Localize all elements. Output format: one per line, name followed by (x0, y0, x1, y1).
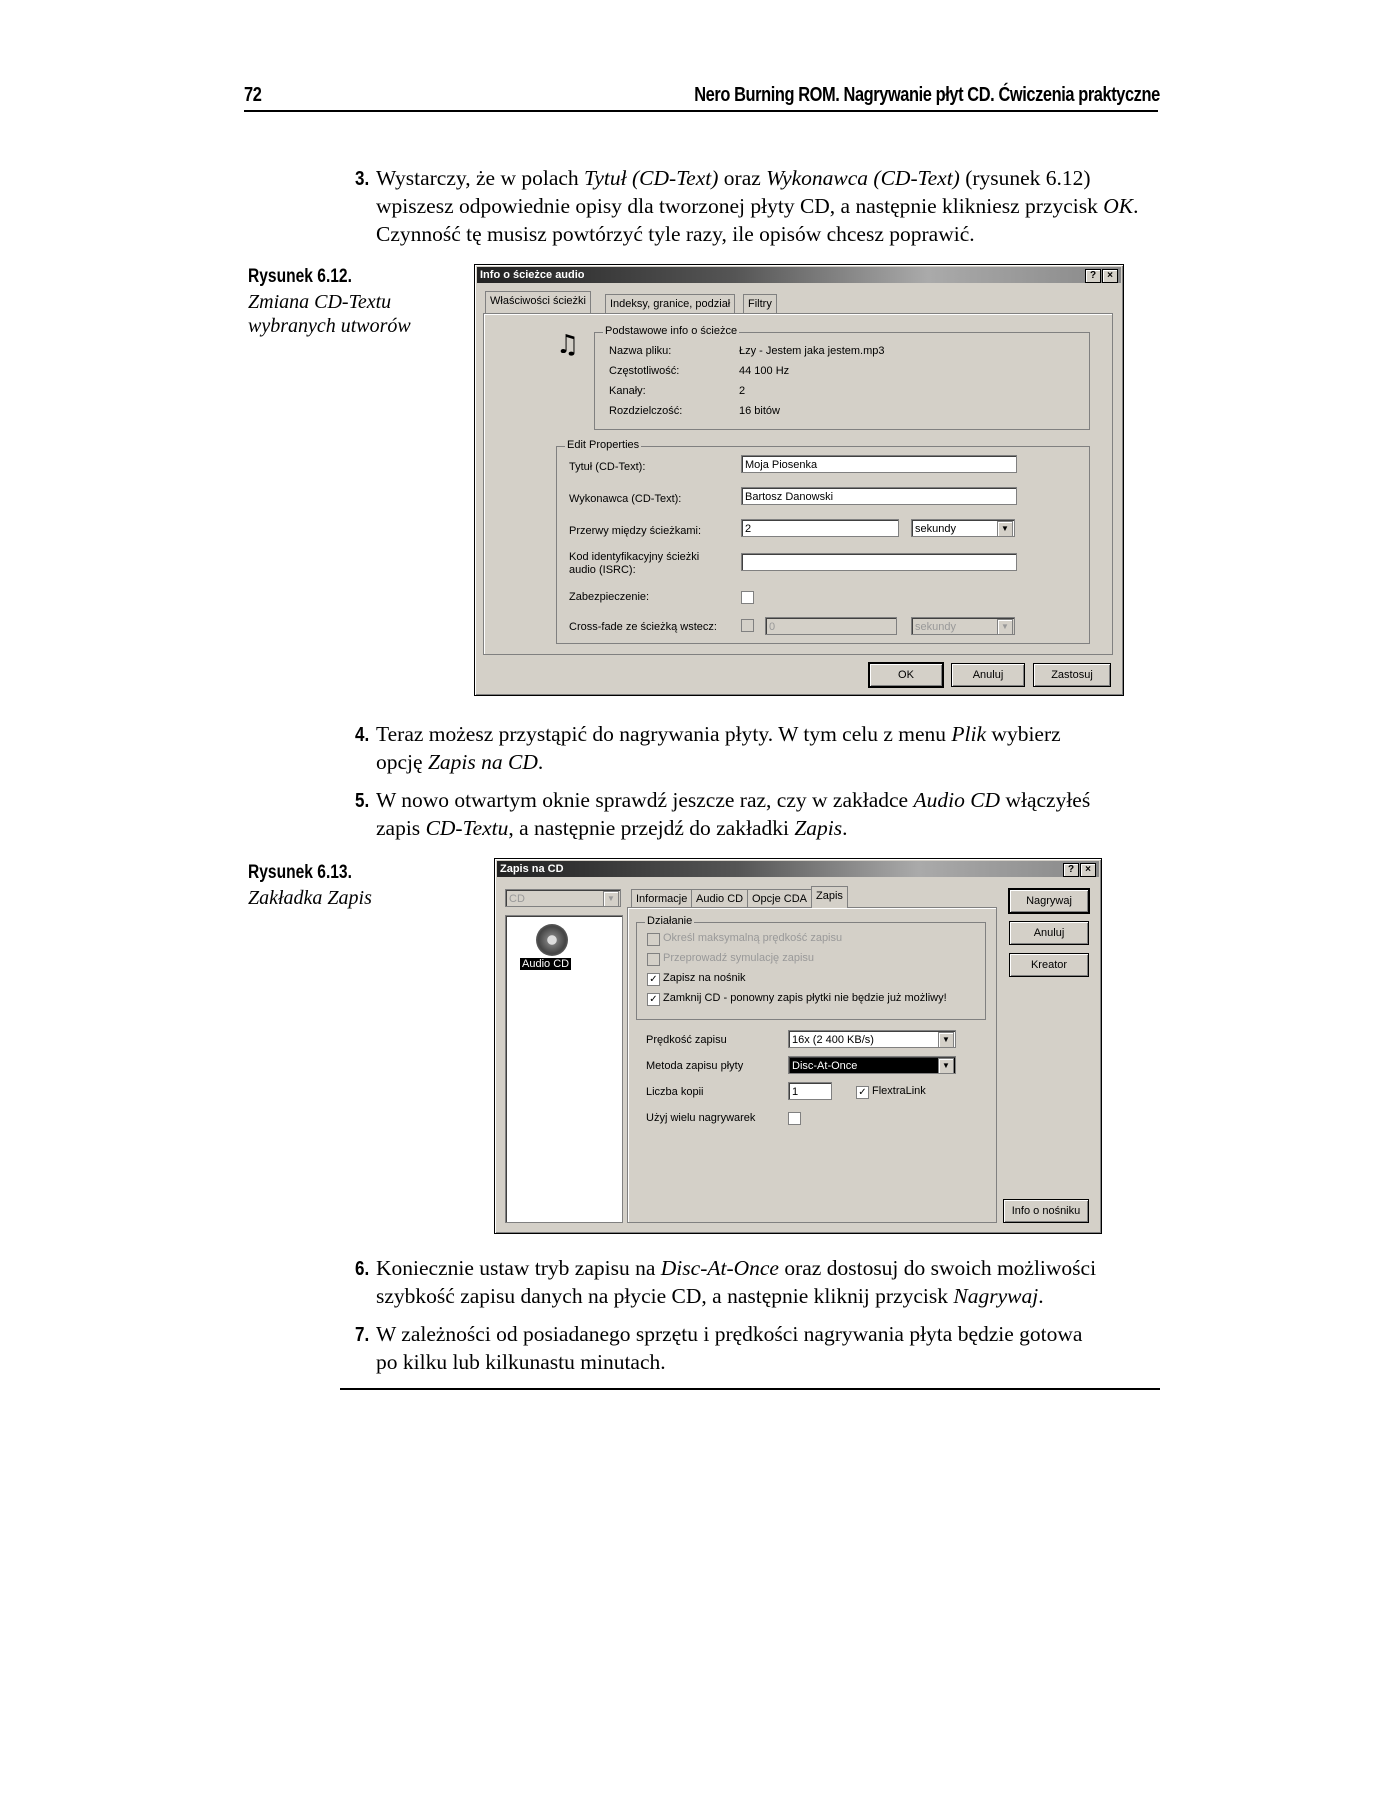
figure-6-13-caption: Rysunek 6.13. Zakładka Zapis (248, 862, 372, 909)
cd-type-select[interactable]: CD ▼ (505, 889, 621, 907)
step-3-number: 3. (355, 168, 370, 190)
section-end-rule (340, 1388, 1160, 1390)
resolution-value: 16 bitów (739, 405, 780, 417)
step-5-number: 5. (355, 790, 370, 812)
flextralink-checkbox[interactable]: ✓ (856, 1086, 869, 1099)
simulation-checkbox[interactable] (647, 953, 660, 966)
tab-burn[interactable]: Zapis (811, 886, 848, 908)
burn-cd-dialog (494, 858, 1102, 1234)
write-method-select[interactable]: Disc-At-Once ▼ (788, 1056, 956, 1074)
tab-audio-cd[interactable]: Audio CD (691, 889, 748, 908)
dialog-titlebar: Zapis na CD ? × (497, 861, 1099, 877)
wizard-button[interactable]: Kreator (1009, 953, 1089, 977)
music-notes-icon: ♫ (556, 330, 580, 360)
dialog-titlebar: Info o ścieżce audio ? × (477, 267, 1121, 283)
close-button[interactable]: × (1080, 863, 1096, 877)
step-3-text: Wystarczy, że w polach Tytuł (CD-Text) oraz Wykonawca (CD-Text) (rysunek 6.12) wpiszesz odpowiednie opisy dla tworzonej płyty CD, a następnie klikniesz przycisk OK. Czynność tę musisz powtórzyć tyle razy, ile opisów chcesz poprawić. (376, 166, 1139, 246)
finalize-cd-checkbox[interactable]: ✓ (647, 993, 660, 1006)
audio-cd-icon (536, 924, 568, 956)
track-info-dialog (474, 264, 1124, 696)
close-button[interactable]: × (1102, 269, 1118, 283)
pause-unit-select[interactable]: sekundy ▼ (911, 519, 1015, 537)
step-6-number: 6. (355, 1258, 370, 1280)
burn-tab-panel: Działanie Określ maksymalną prędkość zapisu Przeprowadź symulację zapisu ✓ Zapisz na nośnik ✓ Zamknij CD - ponowny zapis płytki nie będzie już możliwy! Prędkość zapisu 16x (2 400 KB/s) ▼ Metoda zapisu płyty Disc-At-Once ▼ Liczba kopii 1 ✓ FlextraLink Użyj wielu nagrywarek (627, 907, 997, 1223)
chevron-down-icon[interactable]: ▼ (603, 891, 619, 907)
channels-value: 2 (739, 385, 746, 397)
multiple-recorders-checkbox[interactable] (788, 1112, 801, 1125)
edit-properties-group: Edit Properties Tytuł (CD-Text): Moja Piosenka Wykonawca (CD-Text): Bartosz Danowski Przerwy między ścieżkami: 2 sekundy ▼ Kod identyfikacyjny ścieżki audio (ISRC): Zabezpieczenie: Cross-fade ze ścieżką wstecz: 0 sekundy ▼ (556, 446, 1090, 644)
file-name-value: Łzy - Jestem jaka jestem.mp3 (739, 345, 885, 357)
figure-6-12-caption: Rysunek 6.12. Zmiana CD-Textu wybranych utworów (248, 266, 411, 337)
isrc-input[interactable] (741, 553, 1017, 571)
page-number: 72 (244, 84, 262, 106)
cancel-button[interactable]: Anuluj (1009, 921, 1089, 945)
chevron-down-icon[interactable]: ▼ (938, 1058, 954, 1074)
running-title: Nero Burning ROM. Nagrywanie płyt CD. Ćwiczenia praktyczne (694, 84, 1160, 106)
burn-button[interactable]: Nagrywaj (1009, 889, 1089, 913)
figure-6-12-title: Rysunek 6.12. (248, 266, 352, 287)
apply-button[interactable]: Zastosuj (1033, 663, 1111, 687)
protection-checkbox[interactable] (741, 591, 754, 604)
tab-filters[interactable]: Filtry (743, 294, 777, 313)
media-info-button[interactable]: Info o nośniku (1003, 1199, 1089, 1223)
step-7-number: 7. (355, 1324, 370, 1346)
tab-indexes[interactable]: Indeksy, granice, podział (605, 294, 735, 313)
crossfade-checkbox[interactable] (741, 619, 754, 632)
header-rule (244, 110, 1158, 112)
pause-input[interactable]: 2 (741, 519, 899, 537)
tab-cda-options[interactable]: Opcje CDA (747, 889, 812, 908)
step-5-text: W nowo otwartym oknie sprawdź jeszcze raz, czy w zakładce Audio CD włączyłeś zapis CD-Textu, a następnie przejdź do zakładki Zapis. (376, 788, 1091, 840)
audio-cd-item[interactable]: Audio CD (522, 958, 570, 970)
cd-text-title-input[interactable]: Moja Piosenka (741, 455, 1017, 473)
copies-input[interactable]: 1 (788, 1082, 832, 1100)
ok-button[interactable]: OK (869, 663, 943, 687)
compilation-list[interactable] (505, 915, 623, 1223)
step-4-number: 4. (355, 724, 370, 746)
tab-panel (483, 313, 1113, 655)
step-4-text: Teraz możesz przystąpić do nagrywania płyty. W tym celu z menu Plik wybierz opcję Zapis na CD. (376, 722, 1061, 774)
tab-track-properties[interactable]: Właściwości ścieżki (485, 291, 591, 313)
write-speed-select[interactable]: 16x (2 400 KB/s) ▼ (788, 1030, 956, 1048)
frequency-value: 44 100 Hz (739, 365, 790, 377)
crossfade-unit-select[interactable]: sekundy ▼ (911, 617, 1015, 635)
cancel-button[interactable]: Anuluj (951, 663, 1025, 687)
max-speed-checkbox[interactable] (647, 933, 660, 946)
chevron-down-icon[interactable]: ▼ (997, 619, 1013, 635)
help-button[interactable]: ? (1063, 863, 1079, 877)
help-button[interactable]: ? (1085, 269, 1101, 283)
step-6-text: Koniecznie ustaw tryb zapisu na Disc-At-Once oraz dostosuj do swoich możliwości szybkość zapisu danych na płycie CD, a następnie kliknij przycisk Nagrywaj. (376, 1256, 1097, 1308)
chevron-down-icon[interactable]: ▼ (938, 1032, 954, 1048)
step-7-text: W zależności od posiadanego sprzętu i prędkości nagrywania płyta będzie gotowa po kilku lub kilkunastu minutach. (376, 1322, 1083, 1374)
figure-6-13-title: Rysunek 6.13. (248, 862, 352, 883)
basic-info-group: Podstawowe info o ścieżce Nazwa pliku: Łzy - Jestem jaka jestem.mp3 Częstotliwość: 44 100 Hz Kanały: 2 Rozdzielczość: 16 bitów (594, 332, 1090, 430)
crossfade-input[interactable]: 0 (765, 617, 897, 635)
tab-information[interactable]: Informacje (631, 889, 692, 908)
action-group: Działanie Określ maksymalną prędkość zapisu Przeprowadź symulację zapisu ✓ Zapisz na nośnik ✓ Zamknij CD - ponowny zapis płytki nie będzie już możliwy! (636, 922, 986, 1020)
chevron-down-icon[interactable]: ▼ (997, 521, 1013, 537)
write-checkbox[interactable]: ✓ (647, 973, 660, 986)
cd-text-artist-input[interactable]: Bartosz Danowski (741, 487, 1017, 505)
